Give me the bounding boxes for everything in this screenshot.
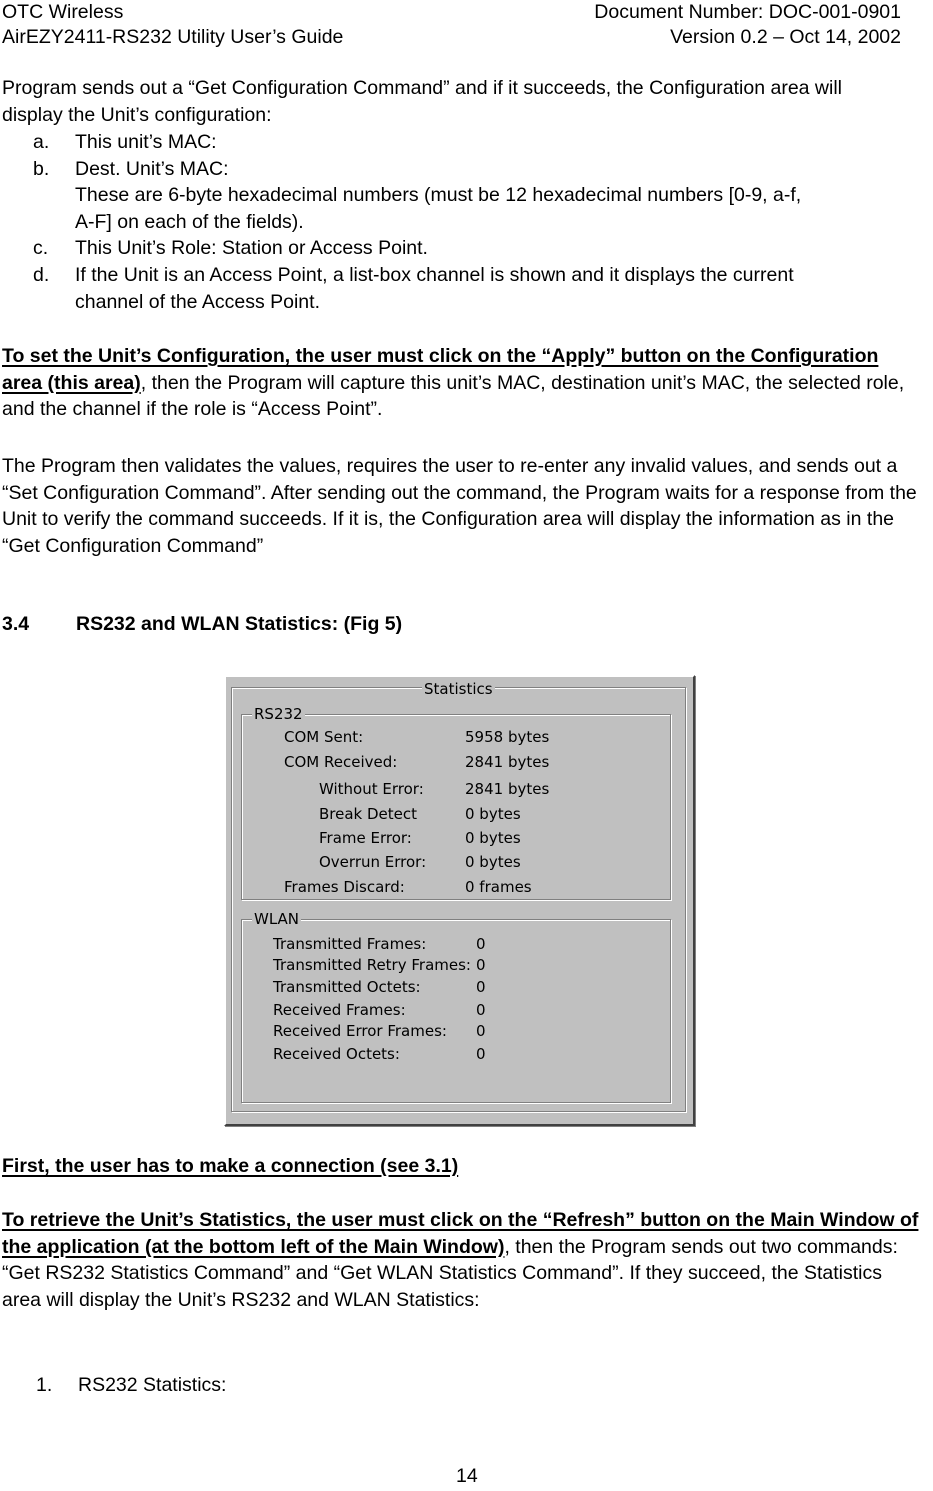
header-doc-title: AirEZY2411-RS232 Utility User’s Guide — [2, 26, 344, 48]
transmitted-frames-value: 0 — [476, 935, 486, 953]
refresh-instruction: To retrieve the Unit’s Statistics, the user must click on the “Refresh” button on the Main Window of the application (at the bottom left of the Main Window) — [2, 1209, 919, 1258]
transmitted-octets-value: 0 — [476, 978, 486, 996]
retrieve-paragraph: To retrieve the Unit’s Statistics, the user must click on the “Refresh” button on the Main Window of the application (at the bottom left of the Main Window), then the Program sends out two commands: “Get RS232 Statistics Command” and “Get WLAN Statistics Command”. If they succeed, the Statistics area will display the Unit’s RS232 and WLAN Statistics: — [2, 1209, 919, 1311]
received-frames-label: Received Frames: — [273, 1001, 406, 1019]
received-octets-label: Received Octets: — [273, 1045, 400, 1063]
break-detect-label: Break Detect — [319, 805, 418, 823]
first-connect-note: First, the user has to make a connection (see 3.1) — [2, 1155, 459, 1177]
com-received-label: COM Received: — [284, 753, 398, 771]
set-config-instruction: To set the Unit’s Configuration, the user must click on the “Apply” button on the Configuration area (this area) — [2, 345, 879, 394]
set-config-paragraph: To set the Unit’s Configuration, the user must click on the “Apply” button on the Configuration area (this area), then the Program will capture this unit’s MAC, destination unit’s MAC, the selected role, and the channel if the role is “Access Point”. — [2, 345, 905, 420]
statistics-title: Statistics — [424, 680, 493, 698]
received-octets-value: 0 — [476, 1045, 486, 1063]
without-error-label: Without Error: — [319, 780, 424, 798]
header-version: Version 0.2 – Oct 14, 2002 — [670, 26, 901, 48]
header-company: OTC Wireless — [2, 1, 124, 23]
statistics-panel — [224, 675, 695, 1126]
wlan-title: WLAN — [254, 910, 300, 928]
without-error-value: 2841 bytes — [465, 780, 550, 798]
section-number: 3.4 — [2, 613, 30, 635]
section-title: RS232 and WLAN Statistics: (Fig 5) — [76, 613, 403, 635]
overrun-error-value: 0 bytes — [465, 853, 521, 871]
transmitted-retry-frames-value: 0 — [476, 956, 486, 974]
transmitted-frames-label: Transmitted Frames: — [273, 935, 427, 953]
intro-paragraph: Program sends out a “Get Configuration Command” and if it succeeds, the Configuration area will display the Unit’s configuration: — [2, 77, 843, 126]
frame-error-value: 0 bytes — [465, 829, 521, 847]
validate-paragraph: The Program then validates the values, requires the user to re-enter any invalid values, and sends out a “Set Configuration Command”. After sending out the command, the Program waits for a response from the Unit to verify the command succeeds. If it is, the Configuration area will display the information as in the “Get Configuration Command” — [2, 455, 917, 557]
com-sent-label: COM Sent: — [284, 728, 364, 746]
header-doc-number: Document Number: DOC-001-0901 — [594, 1, 901, 23]
transmitted-octets-label: Transmitted Octets: — [273, 978, 421, 996]
frame-error-label: Frame Error: — [319, 829, 412, 847]
frames-discard-label: Frames Discard: — [284, 878, 405, 896]
frames-discard-value: 0 frames — [465, 878, 532, 896]
received-frames-value: 0 — [476, 1001, 486, 1019]
rs232-title: RS232 — [254, 705, 303, 723]
overrun-error-label: Overrun Error: — [319, 853, 427, 871]
page-number: 14 — [456, 1465, 478, 1487]
received-error-frames-value: 0 — [476, 1022, 486, 1040]
received-error-frames-label: Received Error Frames: — [273, 1022, 447, 1040]
break-detect-value: 0 bytes — [465, 805, 521, 823]
transmitted-retry-frames-label: Transmitted Retry Frames: — [273, 956, 471, 974]
com-sent-value: 5958 bytes — [465, 728, 550, 746]
com-received-value: 2841 bytes — [465, 753, 550, 771]
